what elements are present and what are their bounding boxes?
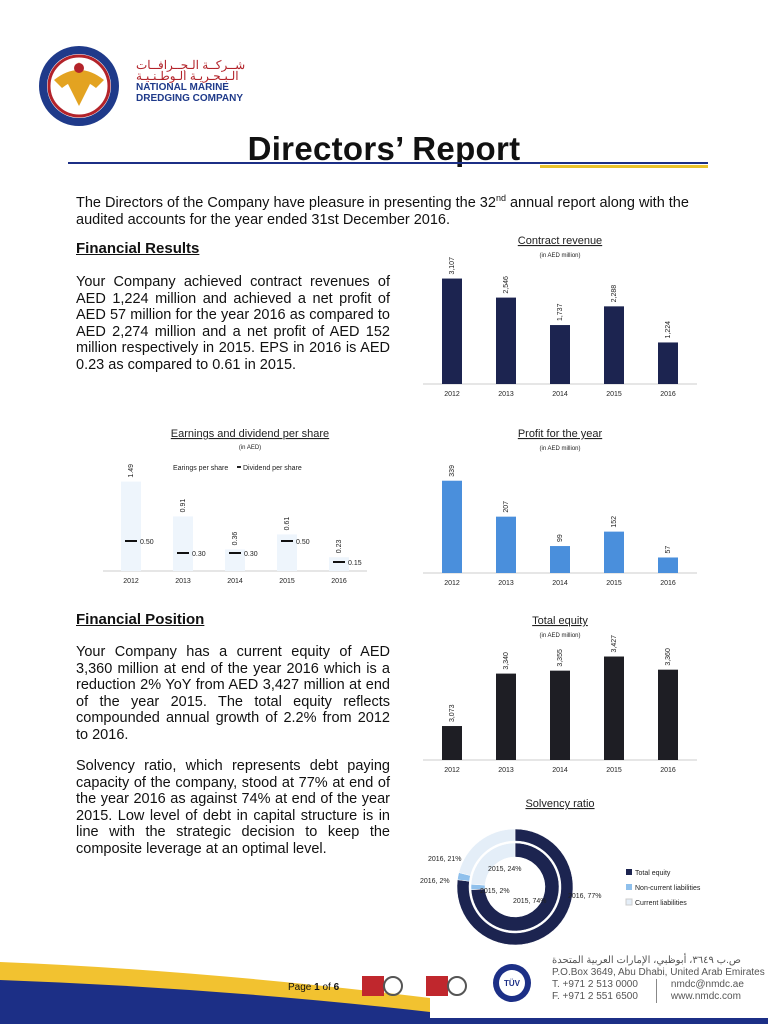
solvency-chart [410,795,720,945]
dps-mark-2013 [177,552,189,554]
tick-2014: 2014 [552,391,568,398]
address-ar: ص.ب ٣٦٤٩، أبوظبي، الإمارات العربية المتحدة [552,955,741,966]
bar-2015 [604,306,624,384]
ring-label-2015-0: 2015, 74% [513,898,547,905]
page-title: Directors’ Report [247,130,521,167]
profit-chart [415,425,705,590]
bar-2013 [496,298,516,384]
eps-label-2013: 0.91 [180,498,187,513]
company-logo [30,40,128,132]
bar-2014 [550,325,570,384]
tick-2014: 2014 [227,578,243,585]
tick-2016: 2016 [331,578,347,585]
chart-title: Solvency ratio [525,798,595,810]
ring-label-2015-2: 2015, 24% [488,866,522,873]
bar-2012 [442,279,462,384]
company-name-en-2: DREDGING COMPANY [136,93,244,104]
eps-bar-2013 [173,516,193,571]
eps-label-2016: 0.23 [336,539,343,554]
footer-address [552,955,765,1003]
company-name-ar-1: شــركــة الـجــرافــات [136,58,246,72]
dps-label-2016: 0.15 [348,560,362,567]
eps-label-2015: 0.61 [284,516,291,531]
tick-2013: 2013 [498,767,514,774]
bar-2015 [604,532,624,573]
tick-2013: 2013 [498,580,514,587]
value-label-2014: 1,737 [557,303,564,322]
eps-chart [95,425,375,590]
bar-2016 [658,670,678,760]
tick-2012: 2012 [444,580,460,587]
value-label-2016: 1,224 [665,320,672,339]
value-label-2012: 3,073 [449,704,456,723]
iso-cert-logo-1 [362,970,402,1002]
eps-label-2014: 0.36 [232,531,239,546]
page-mid: of [319,982,334,993]
dps-label-2015: 0.50 [296,539,310,546]
chart-subtitle: (in AED million) [539,253,581,259]
legend-dps: Dividend per share [243,465,302,472]
ring-label-2015-1: 2015, 2% [480,888,510,895]
bar-2015 [604,657,624,760]
website: www.nmdc.com [670,991,741,1002]
tick-2012: 2012 [123,578,139,585]
legend-swatch-1 [626,884,632,890]
bar-2013 [496,517,516,573]
value-label-2015: 152 [611,515,618,528]
tick-2016: 2016 [660,391,676,398]
chart-title: Contract revenue [517,235,603,247]
value-label-2013: 3,340 [503,652,510,670]
tick-2013: 2013 [175,578,191,585]
chart-title: Profit for the year [517,428,603,440]
value-label-2013: 2,546 [503,276,510,294]
eps-label-2012: 1.49 [128,463,135,478]
tick-2016: 2016 [660,767,676,774]
value-label-2012: 3,107 [449,257,456,275]
eps-bar-2016 [329,557,349,571]
financial-position-text-2: Solvency ratio, which represents debt paying capacity of the company, stood at 77% at end of the year 2016 as against 74% at end of the year 2015. Low level of debt in capital structure is in line with the strategic decision to keep the composite leverage at an optimal level. [76,758,390,857]
eps-bar-2015 [277,534,297,571]
dps-mark-2014 [229,552,241,554]
intro-sup: nd [495,193,506,203]
chart-subtitle: (in AED million) [539,446,581,452]
tick-2015: 2015 [279,578,295,585]
ring-label-2016-0: 2016, 77% [568,893,602,900]
title-rule-accent [540,165,708,168]
ring-label-2016-2: 2016, 21% [428,856,462,863]
tick-2015: 2015 [606,391,622,398]
financial-position-heading: Financial Position [76,611,205,628]
value-label-2012: 339 [449,465,456,477]
email: nmdc@nmdc.ae [670,979,744,990]
dps-mark-2012 [125,540,137,542]
phone: T. +971 2 513 0000 [552,979,638,990]
eps-bar-2012 [121,482,141,571]
contract-revenue-chart [415,232,705,402]
legend-label-2: Current liabilities [635,900,687,907]
value-label-2013: 207 [503,500,510,513]
bar-2012 [442,726,462,760]
total-equity-chart [415,612,705,777]
chart-title: Total equity [532,615,588,627]
intro-paragraph [76,190,716,229]
address-en: P.O.Box 3649, Abu Dhabi, United Arab Emirates [552,967,765,978]
bar-2016 [658,342,678,384]
dps-label-2013: 0.30 [192,551,206,558]
value-label-2015: 3,427 [611,634,618,653]
bar-2014 [550,546,570,573]
company-name-ar-2: الـبـحـريـة الـوطـنـيـة [136,69,239,83]
dps-mark-2015 [281,540,293,542]
legend-dps-swatch [237,466,241,468]
iso-cert-logo-2 [426,970,466,1002]
tick-2012: 2012 [444,391,460,398]
title-rule [68,162,708,164]
ring-label-2016-1: 2016, 2% [420,878,450,885]
dps-label-2014: 0.30 [244,551,258,558]
chart-title: Earnings and dividend per share [170,428,330,440]
tick-2014: 2014 [552,767,568,774]
chart-subtitle: (in AED million) [539,633,581,639]
legend-swatch-0 [626,869,632,875]
company-name-en-1: NATIONAL MARINE [136,82,229,93]
value-label-2016: 3,360 [665,648,672,666]
tuv-cert-logo [492,963,532,1003]
intro-text-b: annual report along with the audited accounts for the year ended 31st December 2016. [76,194,689,228]
bar-2012 [442,481,462,573]
value-label-2016: 57 [665,545,672,554]
financial-results-text: Your Company achieved contract revenues of AED 1,224 million and achieved a net profit of AED 57 million for the year 2016 as compared to AED 2,274 million and a net profit of AED 152 million respectively in 2015. EPS in 2016 is AED 0.23 as compared to 0.61 in 2015. [76,274,390,373]
tick-2014: 2014 [552,580,568,587]
bar-2013 [496,674,516,760]
bar-2016 [658,557,678,573]
intro-text-a: The Directors of the Company have pleasure in presenting the 32 [76,194,496,211]
tuv-text: TÜV [504,979,520,988]
chart-subtitle: (in AED) [238,445,262,451]
tick-2016: 2016 [660,580,676,587]
tick-2015: 2015 [606,580,622,587]
legend-label-1: Non-current liabilities [635,885,701,892]
fax: F. +971 2 551 6500 [552,991,638,1002]
page-prefix: Page [288,982,315,993]
value-label-2014: 3,355 [557,649,564,667]
dps-mark-2016 [333,561,345,563]
tick-2015: 2015 [606,767,622,774]
bar-2014 [550,671,570,760]
page-total: 6 [333,982,340,993]
dps-label-2012: 0.50 [140,539,154,546]
value-label-2015: 2,288 [611,284,618,303]
page-number [288,982,339,993]
legend-label-0: Total equity [635,870,671,877]
company-name-block [136,60,245,104]
tick-2012: 2012 [444,767,460,774]
page-current: 1 [314,982,320,993]
legend-eps: Earings per share [173,465,229,472]
financial-results-heading: Financial Results [76,240,200,257]
financial-position-text-1: Your Company has a current equity of AED 3,360 million at end of the year 2016 which is a reduction 2% YoY from AED 3,427 million at end of the year 2015. The total equity reflects compounded annual growth of 2.2% from 2012 to 2016. [76,644,390,743]
value-label-2014: 99 [557,534,564,543]
legend-swatch-2 [626,899,632,905]
tick-2013: 2013 [498,391,514,398]
